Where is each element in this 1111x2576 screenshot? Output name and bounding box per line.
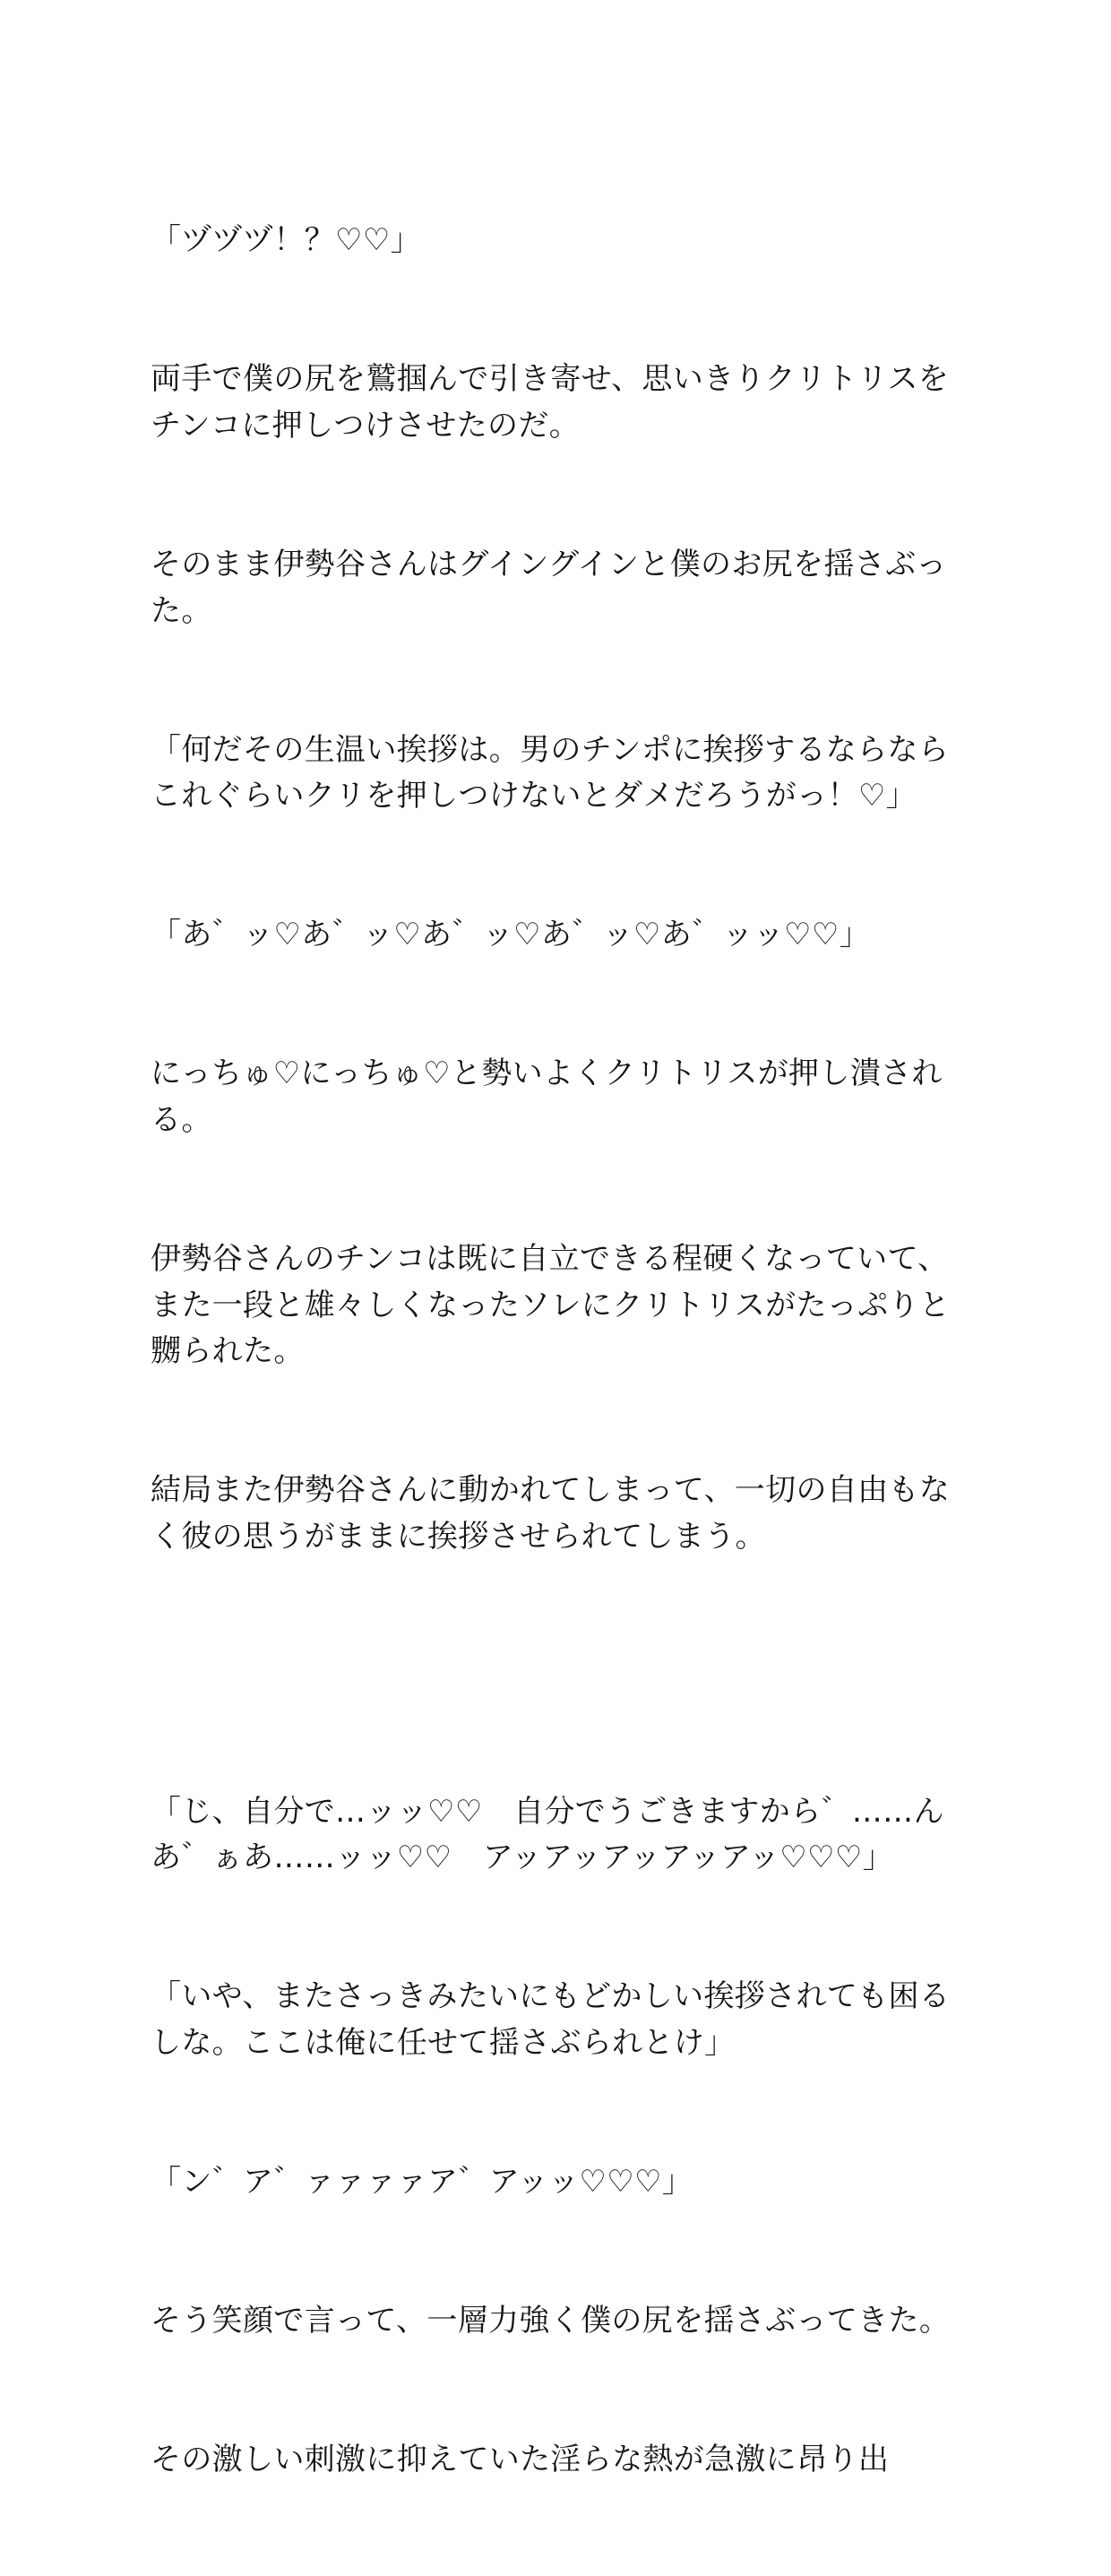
paragraph: 「ヅヅヅ！？♡♡」 [151, 222, 422, 259]
body-text-block-2 [151, 1696, 968, 2576]
paragraph: そのまま伊勢谷さんはグイングインと僕のお尻を揺さぶった。 [151, 547, 947, 629]
paragraph: 両手で僕の尻を鷲掴んで引き寄せ、思いきりクリトリスをチンコに押しつけさせたのだ。 [151, 361, 950, 444]
paragraph: 「じ、自分で…ッッ♡♡ 自分でうごきますから゛……んあ゛ぁあ……ッッ♡♡ アッアッアッアッアッ♡♡♡」 [151, 1793, 944, 1876]
paragraph: そう笑顔で言って、一層力強く僕の尻を揺さぶってきた。 [151, 2302, 951, 2339]
body-text-block-1 [151, 125, 968, 1653]
paragraph: 「いや、またさっきみたいにもどかしい挨拶されても困るしな。ここは俺に任せて揺さぶられとけ」 [151, 1978, 951, 2061]
paragraph: にっちゅ♡にっちゅ♡と勢いよくクリトリスが押し潰される。 [151, 1055, 943, 1139]
paragraph: その激しい刺激に抑えていた淫らな熱が急激に昂り出 [151, 2441, 890, 2477]
paragraph-spacer [151, 1653, 968, 1696]
paragraph: 「ン゛ア゛ァァァァア゛アッッ♡♡♡」 [151, 2163, 693, 2200]
paragraph: 結局また伊勢谷さんに動かれてしまって、一切の自由もなく彼の思うがままに挨拶させられてしまう。 [151, 1472, 951, 1555]
paragraph: 伊勢谷さんのチンコは既に自立できる程硬くなっていて、また一段と雄々しくなったソレにクリトリスがたっぷりと嬲られた。 [151, 1241, 951, 1370]
paragraph: 「何だその生温い挨拶は。男のチンポに挨拶するならならこれぐらいクリを押しつけないとダメだろうがっ！♡」 [151, 731, 950, 814]
paragraph: 「あ゛ッ♡あ゛ッ♡あ゛ッ♡あ゛ッ♡あ゛ッッ♡♡」 [151, 917, 871, 953]
